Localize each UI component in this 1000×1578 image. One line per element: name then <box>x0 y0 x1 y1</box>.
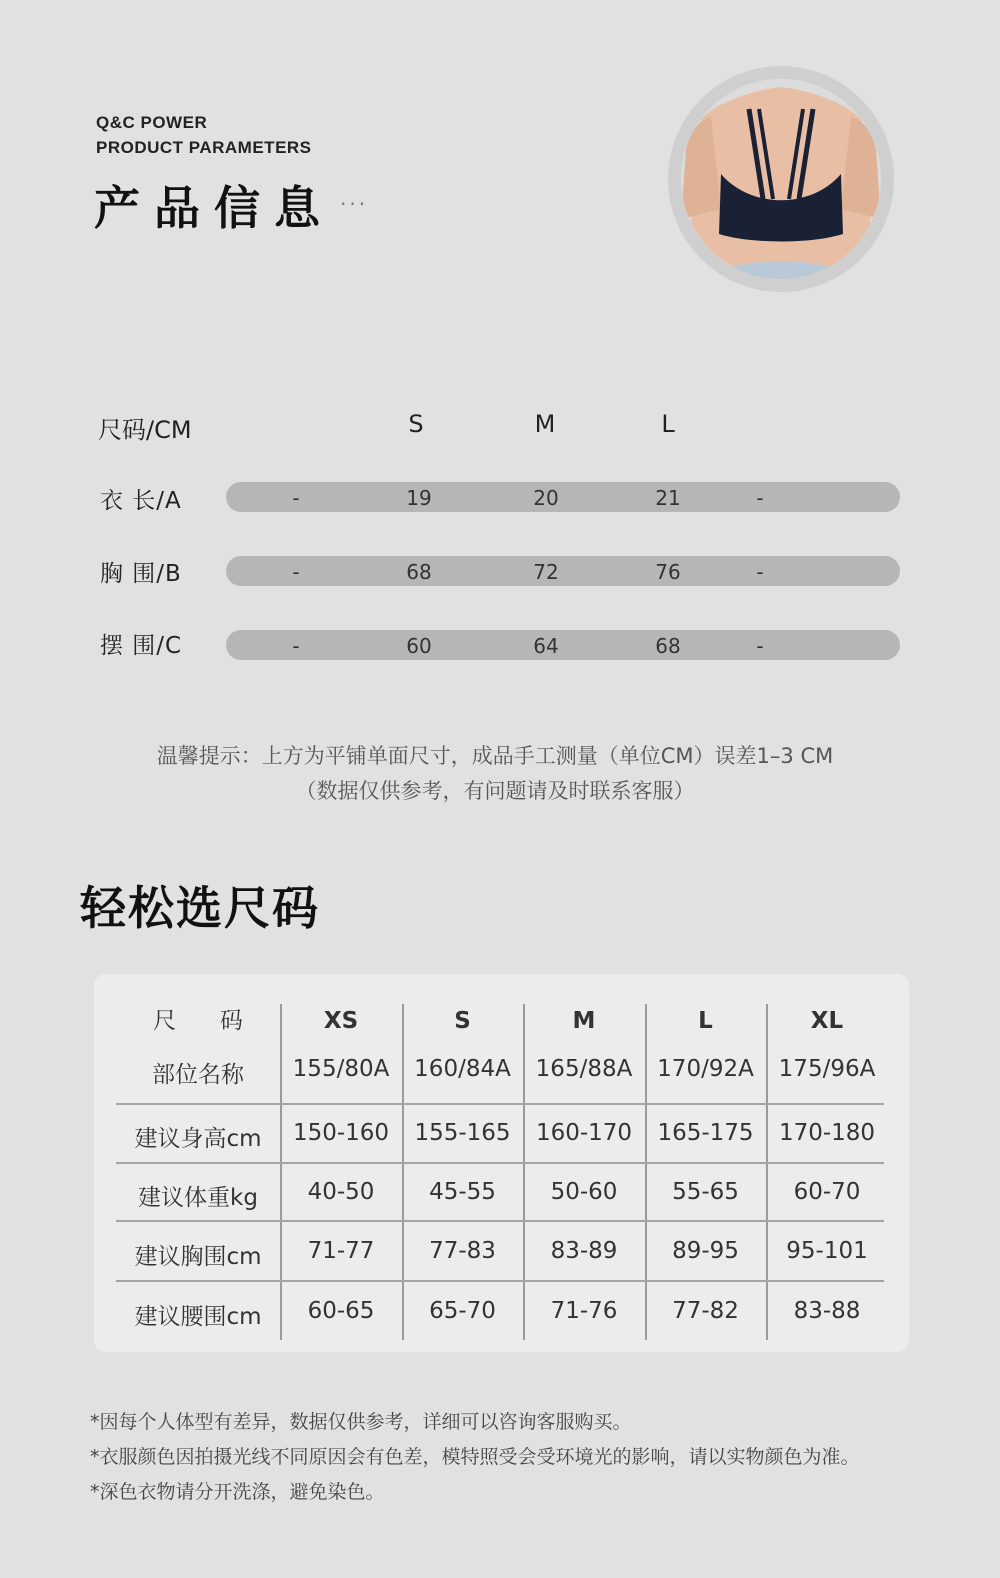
row-divider <box>116 1103 884 1105</box>
measurement-notice: 温馨提示：上方为平铺单面尺寸，成品手工测量（单位CM）误差1–3 CM <box>156 744 834 768</box>
column-divider <box>766 1004 768 1340</box>
measurement-disclaimer: （数据仅供参考，有问题请及时联系客服） <box>295 779 695 803</box>
table-cell: 89-95 <box>672 1238 739 1264</box>
column-size-l: L <box>698 1008 713 1034</box>
param-value: 20 <box>533 486 559 510</box>
table-cell: 71-76 <box>550 1298 618 1324</box>
param-bar-length <box>226 482 900 512</box>
column-divider <box>402 1004 404 1340</box>
column-divider <box>280 1004 282 1340</box>
product-photo-illustration <box>681 79 881 279</box>
page-title: 产品信息 <box>94 181 334 235</box>
size-guide-title: 轻松选尺码 <box>80 881 320 935</box>
param-value: 76 <box>655 560 681 584</box>
table-cell: 170-180 <box>778 1120 876 1146</box>
table-cell: 60-70 <box>793 1179 861 1205</box>
table-cell: 83-88 <box>793 1298 861 1324</box>
row-divider <box>116 1162 884 1164</box>
column-divider <box>523 1004 525 1340</box>
size-header-m: M <box>534 410 556 438</box>
param-value: - <box>292 486 300 510</box>
column-code-m: 165/88A <box>535 1056 633 1082</box>
table-cell: 95-101 <box>786 1238 868 1264</box>
param-label-chest: 胸 围/B <box>100 561 182 587</box>
table-cell: 50-60 <box>550 1179 618 1205</box>
footnote-washing: *深色衣物请分开洗涤，避免染色。 <box>90 1481 385 1503</box>
size-unit-header: 尺码/CM <box>98 416 192 444</box>
param-label-length: 衣 长/A <box>100 488 182 514</box>
column-code-xs: 155/80A <box>292 1056 390 1082</box>
table-cell: 165-175 <box>657 1120 754 1146</box>
param-value: 21 <box>655 486 681 510</box>
table-cell: 60-65 <box>307 1298 375 1324</box>
table-cell: 83-89 <box>550 1238 618 1264</box>
table-cell: 55-65 <box>672 1179 739 1205</box>
product-photo <box>681 79 881 279</box>
size-guide-table <box>94 974 909 1352</box>
row-label-weight: 建议体重kg <box>138 1185 258 1211</box>
title-dots: ··· <box>340 192 369 216</box>
row-label-height: 建议身高cm <box>134 1126 262 1152</box>
footnote-body-variance: *因每个人体型有差异，数据仅供参考，详细可以咨询客服购买。 <box>90 1411 632 1433</box>
table-cell: 40-50 <box>307 1179 375 1205</box>
column-code-s: 160/84A <box>414 1056 511 1082</box>
param-value: - <box>756 486 764 510</box>
row-label-waist: 建议腰围cm <box>134 1304 262 1330</box>
table-cell: 45-55 <box>429 1179 496 1205</box>
column-divider <box>645 1004 647 1340</box>
param-value: 19 <box>406 486 432 510</box>
corner-label-part: 部位名称 <box>152 1062 244 1088</box>
row-label-chest: 建议胸围cm <box>134 1244 262 1270</box>
param-value: - <box>756 560 764 584</box>
param-value: 68 <box>655 634 681 658</box>
column-size-s: S <box>454 1008 471 1034</box>
table-cell: 71-77 <box>307 1238 375 1264</box>
column-size-m: M <box>572 1008 596 1034</box>
param-value: - <box>756 634 764 658</box>
column-code-xl: 175/96A <box>778 1056 876 1082</box>
param-value: 60 <box>406 634 432 658</box>
size-header-s: S <box>408 410 424 438</box>
row-divider <box>116 1280 884 1282</box>
brand-name: Q&C POWER <box>96 113 208 132</box>
brand-subtitle: PRODUCT PARAMETERS <box>96 138 312 157</box>
param-bar-hem <box>226 630 900 660</box>
column-code-l: 170/92A <box>657 1056 754 1082</box>
param-bar-chest <box>226 556 900 586</box>
column-size-xl: XL <box>810 1008 844 1034</box>
param-value: 64 <box>533 634 559 658</box>
param-label-hem: 摆 围/C <box>100 633 183 659</box>
brand-block <box>96 110 312 160</box>
corner-label-size: 尺 码 <box>153 1008 243 1034</box>
table-cell: 160-170 <box>535 1120 633 1146</box>
table-cell: 150-160 <box>292 1120 390 1146</box>
column-size-xs: XS <box>323 1008 359 1034</box>
param-value: - <box>292 634 300 658</box>
table-cell: 77-82 <box>672 1298 739 1324</box>
footnote-color-variance: *衣服颜色因拍摄光线不同原因会有色差，模特照受会受环境光的影响，请以实物颜色为准。 <box>90 1446 860 1468</box>
param-value: - <box>292 560 300 584</box>
param-value: 72 <box>533 560 559 584</box>
table-cell: 65-70 <box>429 1298 496 1324</box>
table-cell: 155-165 <box>414 1120 511 1146</box>
row-divider <box>116 1220 884 1222</box>
table-cell: 77-83 <box>429 1238 496 1264</box>
size-header-l: L <box>661 410 675 438</box>
param-value: 68 <box>406 560 432 584</box>
